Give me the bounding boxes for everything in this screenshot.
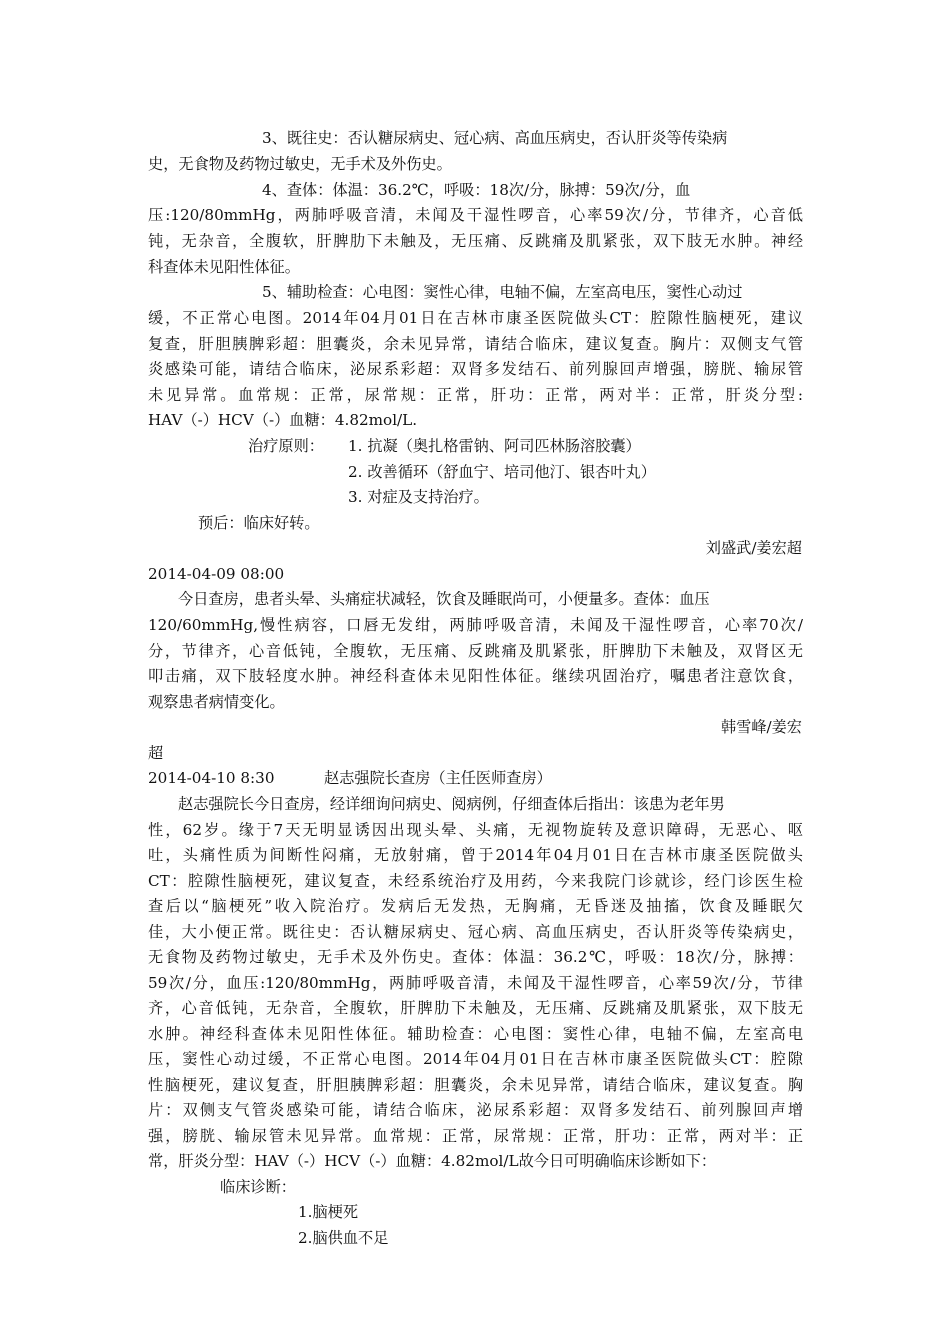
treatment-item: 1. 抗凝（奥扎格雷钠、阿司匹林肠溶胶囊） bbox=[348, 437, 641, 455]
entry-title: 赵志强院长查房（主任医师查房） bbox=[324, 769, 552, 787]
physical-exam-line: 4、查体：体温：36.2℃，呼吸：18次/分，脉搏：59次/分，血 bbox=[262, 181, 691, 199]
physical-exam-line: 钝，无杂音，全腹软，肝脾肋下未触及，无压痛、反跳痛及肌紧张，双下肢无水肿。神经 bbox=[148, 232, 803, 250]
physical-exam-line: 压:120/80mmHg，两肺呼吸音清，未闻及干湿性啰音，心率59次/分，节律齐，心音低 bbox=[148, 206, 803, 224]
aux-exam-line: 复查，肝胆胰脾彩超：胆囊炎，余未见异常，请结合临床，建议复查。胸片：双侧支气管 bbox=[148, 335, 803, 353]
diagnosis-label: 临床诊断： bbox=[220, 1178, 296, 1196]
treatment-item: 2. 改善循环（舒血宁、培司他汀、银杏叶丸） bbox=[348, 463, 656, 481]
entry-line: 常，肝炎分型：HAV（-）HCV（-）血糖：4.82mol/L故今日可明确临床诊断如下： bbox=[148, 1152, 717, 1170]
entry-line: 佳，大小便正常。既往史：否认糖尿病史、冠心病、高血压病史，否认肝炎等传染病史， bbox=[148, 923, 803, 941]
entry-line: 性，62岁。缘于7天无明显诱因出现头晕、头痛，无视物旋转及意识障碍，无恶心、呕 bbox=[148, 821, 803, 839]
aux-exam-line: 5、辅助检查：心电图：窦性心律，电轴不偏，左室高电压，窦性心动过 bbox=[262, 283, 743, 301]
aux-exam-line: 炎感染可能，请结合临床，泌尿系彩超：双肾多发结石、前列腺回声增强，膀胱、输尿管 bbox=[148, 360, 803, 378]
entry-line: CT：腔隙性脑梗死，建议复查，未经系统治疗及用药，今来我院门诊就诊，经门诊医生检 bbox=[148, 872, 803, 890]
entry-line: 赵志强院长今日查房，经详细询问病史、阅病例，仔细查体后指出：该患为老年男 bbox=[178, 795, 725, 813]
aux-exam-line: 未见异常。血常规：正常，尿常规：正常，肝功：正常，两对半：正常，肝炎分型: bbox=[148, 386, 803, 404]
treatment-label: 治疗原则： bbox=[248, 437, 324, 455]
entry-line: 查后以“脑梗死”收入院治疗。发病后无发热，无胸痛，无昏迷及抽搐，饮食及睡眠欠 bbox=[148, 897, 803, 915]
entry-line: 水肿。神经科查体未见阳性体征。辅助检查：心电图：窦性心律，电轴不偏，左室高电 bbox=[148, 1025, 803, 1043]
signature: 刘盛武/姜宏超 bbox=[705, 539, 802, 557]
entry-line: 叩击痛，双下肢轻度水肿。神经科查体未见阳性体征。继续巩固治疗，嘱患者注意饮食， bbox=[148, 667, 803, 685]
prognosis: 预后：临床好转。 bbox=[198, 514, 320, 532]
diagnosis-item: 2.脑供血不足 bbox=[298, 1229, 389, 1247]
entry-line: 观察患者病情变化。 bbox=[148, 693, 285, 711]
entry-line: 性脑梗死，建议复查，肝胆胰脾彩超：胆囊炎，余未见异常，请结合临床，建议复查。胸 bbox=[148, 1076, 803, 1094]
aux-exam-line: HAV（-）HCV（-）血糖：4.82mol/L. bbox=[148, 411, 418, 429]
entry-line: 齐，心音低钝，无杂音，全腹软，肝脾肋下未触及，无压痛、反跳痛及肌紧张，双下肢无 bbox=[148, 999, 803, 1017]
entry-line: 分，节律齐，心音低钝，全腹软，无压痛、反跳痛及肌紧张，肝脾肋下未触及，双肾区无 bbox=[148, 642, 803, 660]
entry-line: 120/60mmHg,慢性病容，口唇无发绀，两肺呼吸音清，未闻及干湿性啰音，心率70次/ bbox=[148, 616, 803, 634]
diagnosis-item: 1.脑梗死 bbox=[298, 1203, 359, 1221]
entry-line: 强，膀胱、输尿管未见异常。血常规：正常，尿常规：正常，肝功：正常，两对半：正 bbox=[148, 1127, 803, 1145]
physical-exam-line: 科查体未见阳性体征。 bbox=[148, 258, 300, 276]
entry-line: 片：双侧支气管炎感染可能，请结合临床，泌尿系彩超：双肾多发结石、前列腺回声增 bbox=[148, 1101, 803, 1119]
signature-wrap: 超 bbox=[148, 744, 164, 762]
entry-line: 59次/分，血压:120/80mmHg，两肺呼吸音清，未闻及干湿性啰音，心率59次/分，节律 bbox=[148, 974, 803, 992]
signature: 韩雪峰/姜宏 bbox=[720, 718, 802, 736]
entry-line: 吐，头痛性质为间断性闷痛，无放射痛，曾于2014年04月01日在吉林市康圣医院做头 bbox=[148, 846, 803, 864]
entry-datetime: 2014-04-09 08:00 bbox=[148, 565, 285, 583]
entry-line: 今日查房，患者头晕、头痛症状减轻，饮食及睡眠尚可，小便量多。查体：血压 bbox=[178, 590, 710, 608]
aux-exam-line: 缓，不正常心电图。2014年04月01日在吉林市康圣医院做头CT：腔隙性脑梗死，建议 bbox=[148, 309, 803, 327]
past-history-line: 3、既往史：否认糖尿病史、冠心病、高血压病史，否认肝炎等传染病 bbox=[262, 129, 728, 147]
treatment-item: 3. 对症及支持治疗。 bbox=[348, 488, 489, 506]
entry-datetime: 2014-04-10 8:30 bbox=[148, 769, 275, 787]
entry-line: 无食物及药物过敏史，无手术及外伤史。查体：体温：36.2℃，呼吸：18次/分，脉搏： bbox=[148, 948, 803, 966]
past-history-line: 史，无食物及药物过敏史，无手术及外伤史。 bbox=[148, 155, 452, 173]
entry-line: 压，窦性心动过缓，不正常心电图。2014年04月01日在吉林市康圣医院做头CT：腔隙 bbox=[148, 1050, 803, 1068]
